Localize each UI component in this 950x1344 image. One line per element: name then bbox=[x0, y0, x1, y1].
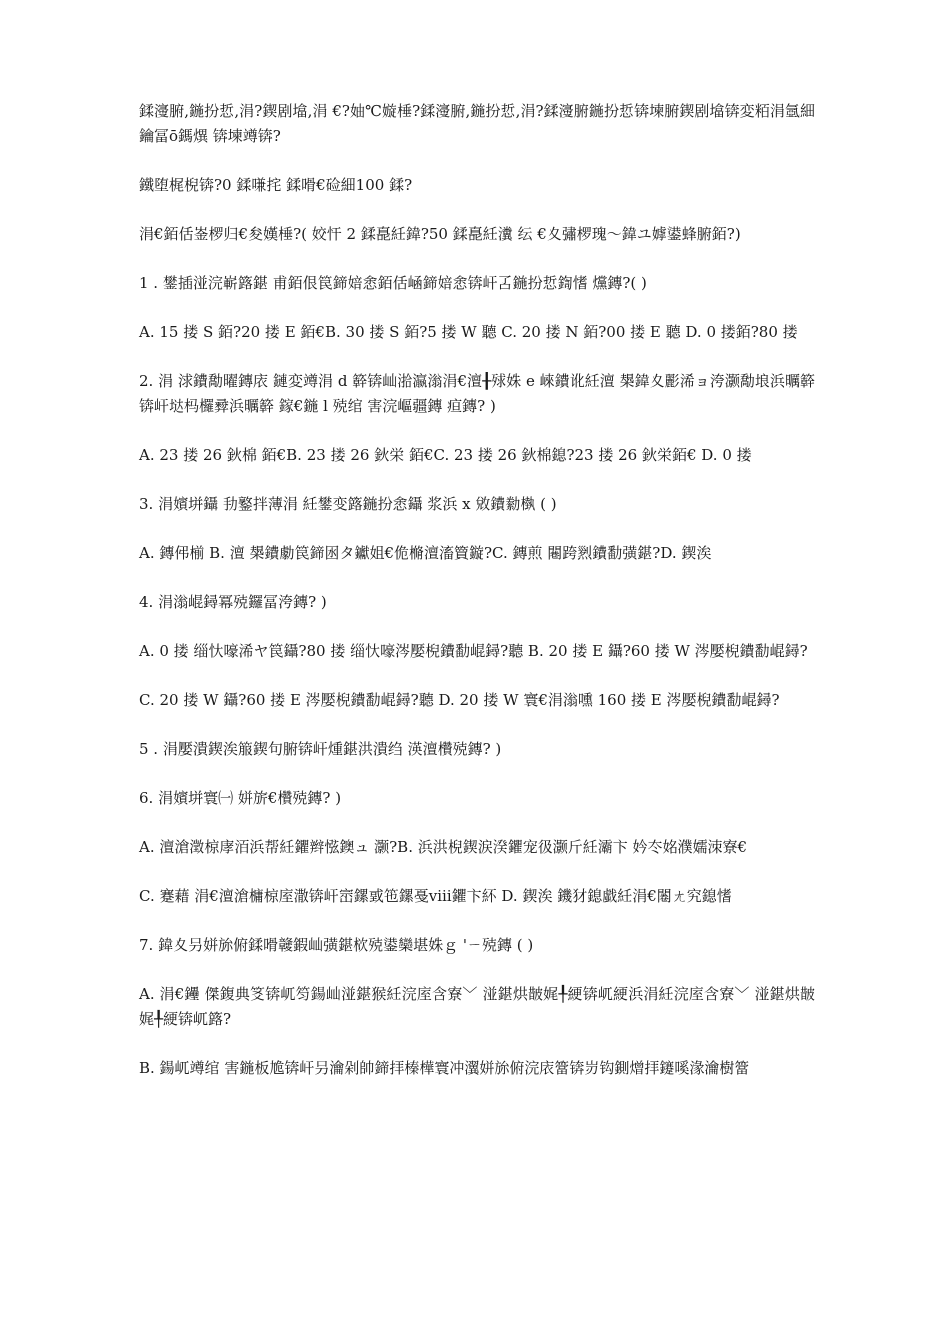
question-5: 5 . 涓嬮潰鍥涘箙鍥句腑锛屽煄鍖洪潰绉 渶澶欑殑鏄? ) bbox=[139, 740, 502, 758]
question-7-option-b: B. 鍚屼竴绾 害鍦板尯锛屽叧瀹剁帥鍗拝榛樺寰冲瀷姘旀俯浣庡簹锛岃钩鍘熷拝鑳嗘湪瀹樹簹 bbox=[139, 1059, 750, 1077]
question-4: 4. 涓滃崐鐞冪殑鑼冨洿鏄? ) bbox=[139, 593, 327, 611]
question-2-options: A. 23 搂 26 鈥棉 銆€B. 23 搂 26 鈥栄 銆€C. 23 搂 26 鈥棉鎴?23 搂 26 鈥栄銆€ D. 0 搂 bbox=[139, 446, 752, 464]
question-7-option-a: A. 涓€鑸 傑鍑典笅锛屼笉鍚屾湴鍖猴紝浣庢含寮﹀ 湴鍖烘皵娓╀綆锛屼綆浜涓紝浣庢含寮﹀ 湴鍖烘皵娓╀綆锛屼簬? bbox=[139, 985, 815, 1028]
question-2: 2. 涓 浗鐨勪曜鏄庡 鏈変竴涓 d 簳锛屾湁瀛滃涓€澶╂殏姝 e 崍鐨讹紝澶 槼鍏夊彲浠ョ洿灏勪埌浜曞簳锛屽垯杩欏彛浜曞簳 鎵€鍦 l 殑绾 害浣嶇疆鏄 疸鏄? ) bbox=[139, 372, 815, 415]
exam-info: 鐵堕梶棿锛?0 鍒嗛挓 鍒嗗€硷細100 鍒? bbox=[139, 176, 413, 194]
question-6-options-cd: C. 蹇藉 涓€澶滄槦椋庢潵锛屽崈鏍戜竾鏍戞ⅷ鑺卞紑 D. 鍥涘 鐖犲鎴戱紝涓€闂ㄤ究鎴愭 bbox=[139, 887, 732, 905]
question-3-options: A. 鏄伄椾 B. 澶 槼鐨勮笢鍗囦タ钀姐€佹樇澶滀簤鏇?C. 鏄煎 闀跨煭鐨勫彉鍖?D. 鍥涘 bbox=[139, 544, 712, 562]
question-3: 3. 涓嬪垪鑷 劧鐜拌薄涓 紝鐢变簬鍦扮悆鑷 浆浜 x 敓鐨勬槸 ( ) bbox=[139, 495, 557, 513]
question-4-options-ab: A. 0 搂 缁忕嚎浠ヤ笢鑷?80 搂 缁忕嚎涔嬮棿鐨勫崐鐞?聽 B. 20 搂 E 鑷?60 搂 W 涔嬮棿鐨勫崐鐞? bbox=[139, 642, 808, 660]
question-7: 7. 鍏夊叧姘旀俯鍒嗗竷鍜屾彉鍖栨殑鍙欒堪姝ｇ 'ㄧ殑鏄 ( ) bbox=[139, 936, 534, 954]
question-6-options-ab: A. 澶滄澂椋庨洦浜帮紝鑺辫惤鐭ュ 灏?B. 浜洪棿鍥涙湀鑺宠彶灏斤紝灞卞 妗冭姳濮嬬洓寮€ bbox=[139, 838, 748, 856]
question-1-options: A. 15 搂 S 銆?20 搂 E 銆€B. 30 搂 S 銆?5 搂 W 聽 C. 20 搂 N 銆?00 搂 E 聽 D. 0 搂銆?80 搂 bbox=[139, 323, 798, 341]
question-6: 6. 涓嬪垪寰㈠ 姘旂€欑殑鏄? ) bbox=[139, 789, 342, 807]
doc-title: 鍒濅腑,鍦扮悊,涓?鍥剧墖,涓 €?妯℃嫙棰?鍒濅腑,鍦扮悊,涓?鍒濅腑鍦扮悊锛堜腑鍥剧墖锛変粨涓氬細鑰冨ō鎷熼 锛堜竴锛? bbox=[139, 102, 815, 145]
document-body bbox=[139, 99, 815, 1081]
question-4-options-cd: C. 20 搂 W 鑷?60 搂 E 涔嬮棿鐨勫崐鐞?聽 D. 20 搂 W 寰€涓滃嚑 160 搂 E 涔嬮棿鐨勫崐鐞? bbox=[139, 691, 780, 709]
section-heading: 涓€銆佸崟椤归€夋嫨棰?( 姣忓 2 鍒嗭紝鍏?50 鍒嗭紝瀵 纭 €夊彇椤瑰～鍏ユ嫭鍙蜂腑銆?) bbox=[139, 225, 741, 243]
question-1: 1 . 鐢插湴浣嶄簬鍖 甫銆佷笢鍗婄悆銆佸崡鍗婄悆锛屽叾鍦扮悊鍧愭 爣鏄?( ) bbox=[139, 274, 647, 292]
